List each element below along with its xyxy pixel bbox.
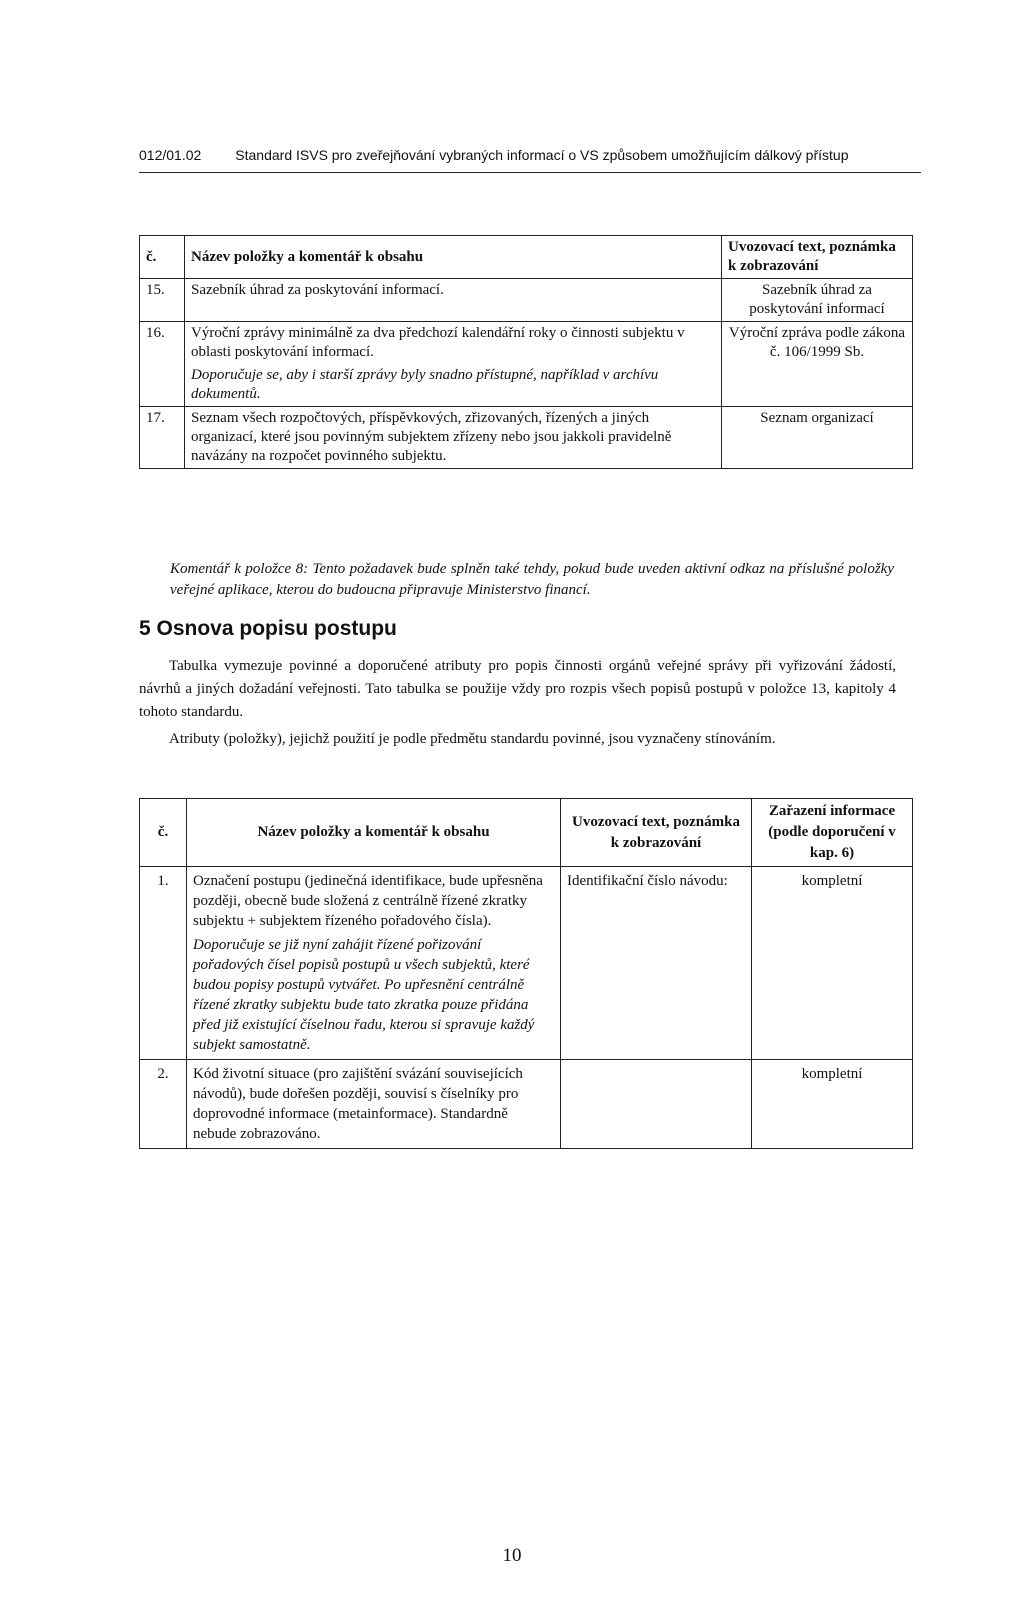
table-row: [140, 1060, 913, 1149]
row-text: Kód životní situace (pro zajištění svázání souvisejících návodů), bude dořešen později, souvisí s číselníky pro doprovodné informace (metainformace). Standardně nebude zobrazováno.: [187, 1060, 561, 1149]
row-recommendation: Doporučuje se, aby i starší zprávy byly snadno přístupné, například v archívu dokumentů.: [191, 367, 659, 402]
table-row: [140, 867, 913, 1060]
column-header-classification: Zařazení informace (podle doporučení v kap. 6): [752, 799, 913, 867]
row-number: 16.: [140, 322, 185, 407]
row-text: Seznam všech rozpočtových, příspěvkových, zřizovaných, řízených a jiných organizací, které jsou povinným subjektem zřízeny nebo jsou jakkoli pravidelně navázány na rozpočet povinného subjektu.: [185, 407, 722, 469]
row-recommendation: Doporučuje se již nyní zahájit řízené pořizování pořadových čísel popisů postupů u všech subjektů, které budou popisy postupů vytvářet. Po upřesnění centrálně řízené zkratky subjektu bude tato zkratka pouze přidána před již existující číselnou řadu, kterou si spravuje každý subjekt samostatně.: [193, 937, 535, 1053]
section-paragraph: Atributy (položky), jejichž použití je podle předmětu standardu povinné, jsou vyznačeny stínováním.: [169, 731, 776, 747]
row-number: 1.: [140, 867, 187, 1060]
column-header-name: Název položky a komentář k obsahu: [187, 799, 561, 867]
row-note: Identifikační číslo návodu:: [561, 867, 752, 1060]
page-header: [139, 147, 921, 163]
row-number: 15.: [140, 279, 185, 322]
row-text: Označení postupu (jedinečná identifikace, bude upřesněna později, obecně bude složená z centrálně řízené zkratky subjektu + subjektem řízeného pořadového čísla).: [193, 873, 543, 929]
table-row: [140, 322, 913, 407]
row-note: Seznam organizací: [722, 407, 913, 469]
row-text: Sazebník úhrad za poskytování informací.: [185, 279, 722, 322]
row-content: [185, 322, 722, 407]
column-header-note: Uvozovací text, poznámka k zobrazování: [722, 236, 913, 279]
table-header-row: [140, 236, 913, 279]
row-content: [187, 867, 561, 1060]
row-text: Výroční zprávy minimálně za dva předchozí kalendářní roky o činnosti subjektu v oblasti poskytování informací.: [191, 325, 685, 360]
document-id: 012/01.02: [139, 147, 202, 163]
item-comment: Komentář k položce 8: Tento požadavek bude splněn také tehdy, pokud bude uveden aktivní odkaz na příslušné položky veřejné aplikace, kterou do budoucna připravuje Ministerstvo financí.: [170, 561, 894, 598]
column-header-name: Název položky a komentář k obsahu: [185, 236, 722, 279]
row-classification: kompletní: [752, 867, 913, 1060]
row-note: Výroční zpráva podle zákona č. 106/1999 Sb.: [722, 322, 913, 407]
row-classification: kompletní: [752, 1060, 913, 1149]
row-note: [561, 1060, 752, 1149]
column-header-number: č.: [140, 799, 187, 867]
procedure-attributes-table: [139, 798, 913, 1149]
table-row: [140, 407, 913, 469]
header-divider: [139, 172, 921, 173]
row-number: 17.: [140, 407, 185, 469]
document-title: Standard ISVS pro zveřejňování vybraných informací o VS způsobem umožňujícím dálkový přístup: [235, 147, 849, 163]
page-number: 10: [502, 1545, 522, 1566]
table-header-row: [140, 799, 913, 867]
column-header-number: č.: [140, 236, 185, 279]
items-table: [139, 235, 913, 469]
row-number: 2.: [140, 1060, 187, 1149]
section-heading: 5 Osnova popisu postupu: [139, 617, 397, 640]
section-paragraph: Tabulka vymezuje povinné a doporučené atributy pro popis činnosti orgánů veřejné správy při vyřizování žádostí, návrhů a jiných dožadání veřejnosti. Tato tabulka se použije vždy pro rozpis všech popisů postupů v položce 13, kapitoly 4 tohoto standardu.: [139, 658, 896, 720]
row-note: Sazebník úhrad za poskytování informací: [722, 279, 913, 322]
column-header-note: Uvozovací text, poznámka k zobrazování: [561, 799, 752, 867]
table-row: [140, 279, 913, 322]
